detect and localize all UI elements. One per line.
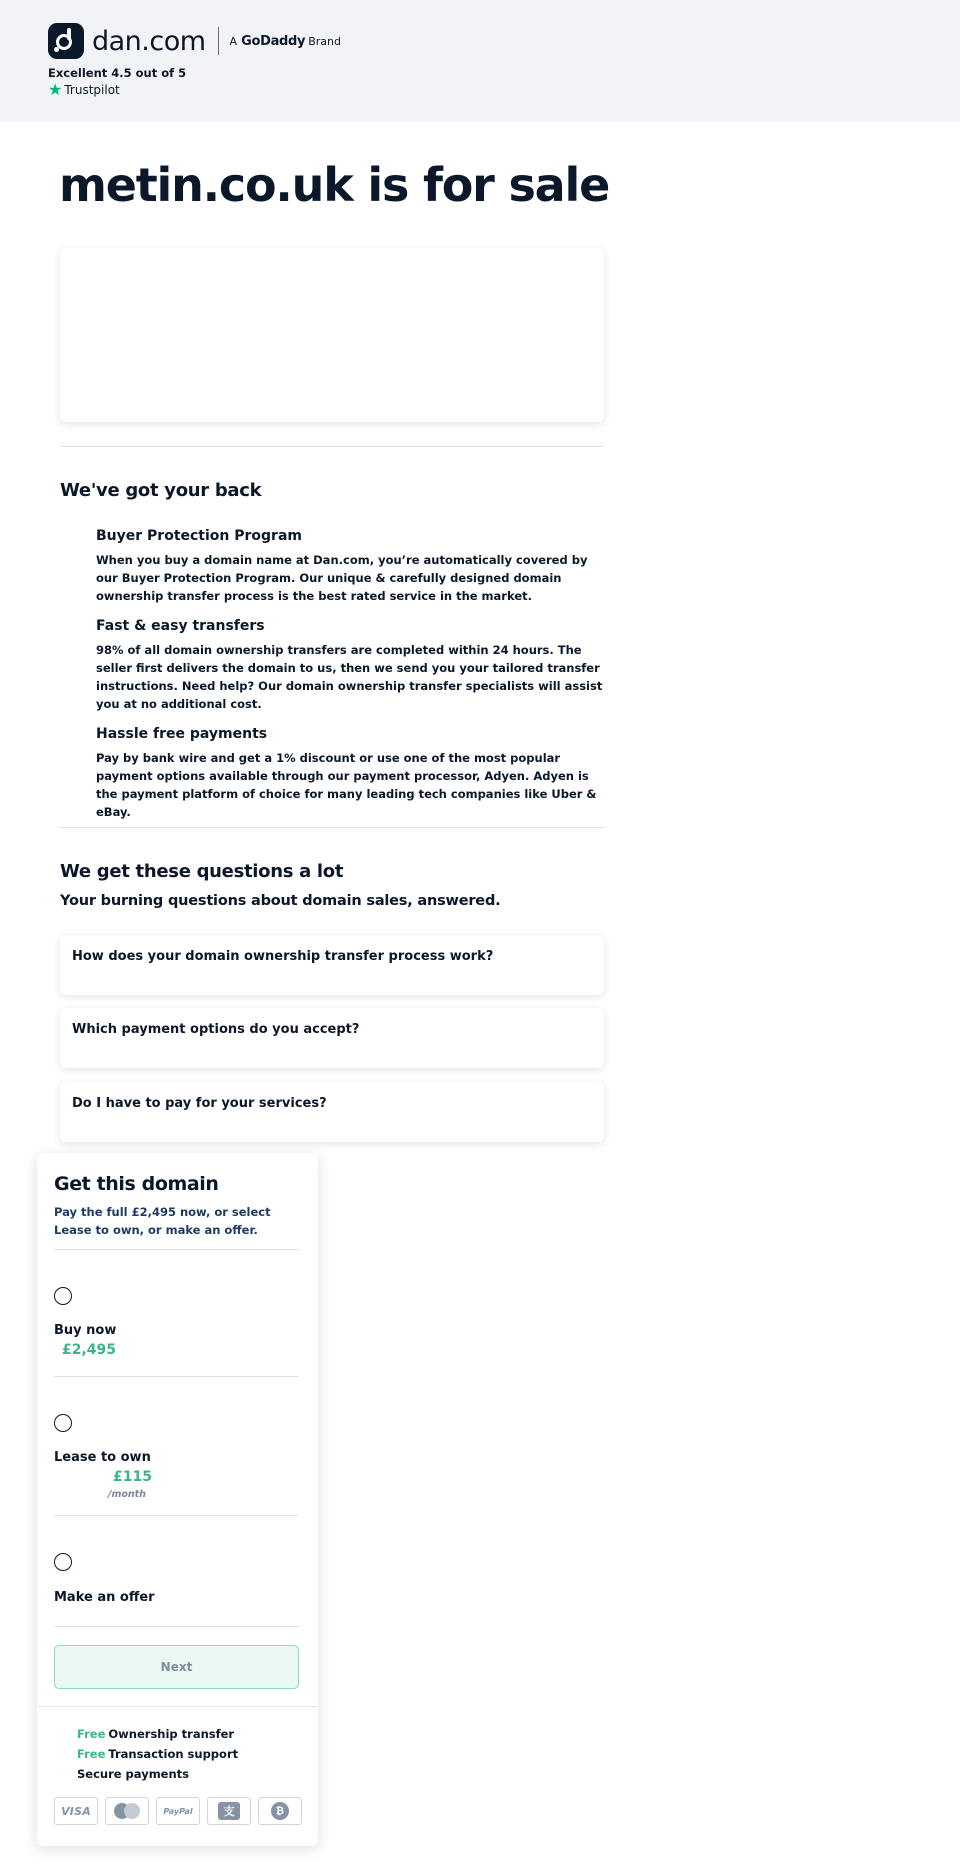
buy-now-label[interactable]: Buy now — [54, 1323, 117, 1338]
dan-logo-icon — [48, 23, 84, 59]
domain-preview-card — [60, 248, 604, 422]
divider — [60, 827, 604, 828]
alipay-icon: 支 — [218, 1802, 240, 1820]
lease-period: /month — [108, 1489, 146, 1500]
paypal-icon: PayPal — [156, 1797, 200, 1825]
feature-text: When you buy a domain name at Dan.com, you’re automatically covered by our Buyer Protection Program. Our unique & carefully designed domain ownership transfer process is the best rated service in the market. — [96, 553, 588, 603]
buy-card-title: Get this domain — [54, 1173, 219, 1195]
feature-text: 98% of all domain ownership transfers are completed within 24 hours. The seller first delivers the domain to us, then we send you your tailored transfer instructions. Need help? Our domain ownership transfer specialists will assist you at no additional cost. — [96, 643, 603, 711]
get-domain-card — [37, 1153, 318, 1846]
lease-label[interactable]: Lease to own — [54, 1450, 151, 1465]
feature-text: Pay by bank wire and get a 1% discount or use one of the most popular payment options available through our payment processor, Adyen. Adyen is the payment platform of choice for many leading tech companies like Uber & eBay. — [96, 751, 597, 819]
bitcoin-icon-box — [258, 1797, 302, 1825]
faq-item[interactable] — [60, 1008, 604, 1068]
divider — [54, 1376, 299, 1377]
lease-price: £115 — [113, 1469, 152, 1485]
offer-label[interactable]: Make an offer — [54, 1590, 155, 1605]
faq-question: How does your domain ownership transfer process work? — [72, 949, 494, 964]
star-icon: ★ — [48, 80, 63, 99]
protection-heading: We've got your back — [60, 480, 262, 501]
divider — [54, 1515, 299, 1516]
divider — [54, 1249, 299, 1250]
next-button[interactable]: Next — [54, 1645, 299, 1689]
feature-title: Fast & easy transfers — [96, 618, 265, 634]
faq-item[interactable] — [60, 1082, 604, 1142]
site-header — [0, 0, 960, 122]
mastercard-icon — [105, 1797, 149, 1825]
payment-methods — [54, 1797, 302, 1825]
buy-card-subtitle: Pay the full £2,495 now, or select Lease to own, or make an offer. — [54, 1205, 271, 1237]
divider — [54, 1626, 299, 1627]
rating-text: Excellent 4.5 out of 5 — [48, 66, 187, 80]
faq-subheading: Your burning questions about domain sales, answered. — [60, 893, 501, 909]
trustpilot-badge[interactable]: ★ Trustpilot — [48, 80, 120, 99]
benefit-item: Secure payments — [77, 1767, 190, 1781]
feature-title: Buyer Protection Program — [96, 528, 303, 544]
faq-question: Which payment options do you accept? — [72, 1022, 360, 1037]
logo-text: dan.com — [92, 25, 206, 57]
divider — [37, 1706, 318, 1707]
faq-item[interactable] — [60, 935, 604, 995]
benefit-item: Free Ownership transfer — [77, 1727, 235, 1741]
benefit-item: Free Transaction support — [77, 1747, 239, 1761]
logo[interactable] — [48, 23, 341, 59]
buy-now-price: £2,495 — [62, 1342, 117, 1358]
feature-title: Hassle free payments — [96, 726, 268, 742]
logo-divider — [218, 27, 219, 55]
faq-question: Do I have to pay for your services? — [72, 1096, 327, 1111]
page-title: metin.co.uk is for sale — [59, 158, 610, 212]
visa-icon: VISA — [54, 1797, 98, 1825]
faq-heading: We get these questions a lot — [60, 861, 344, 882]
offer-radio[interactable] — [54, 1553, 72, 1571]
buy-now-radio[interactable] — [54, 1287, 72, 1305]
divider — [60, 446, 604, 447]
alipay-icon-box — [207, 1797, 251, 1825]
lease-radio[interactable] — [54, 1414, 72, 1432]
bitcoin-icon: ₿ — [271, 1802, 289, 1820]
godaddy-brand: A GoDaddy Brand — [229, 33, 341, 49]
